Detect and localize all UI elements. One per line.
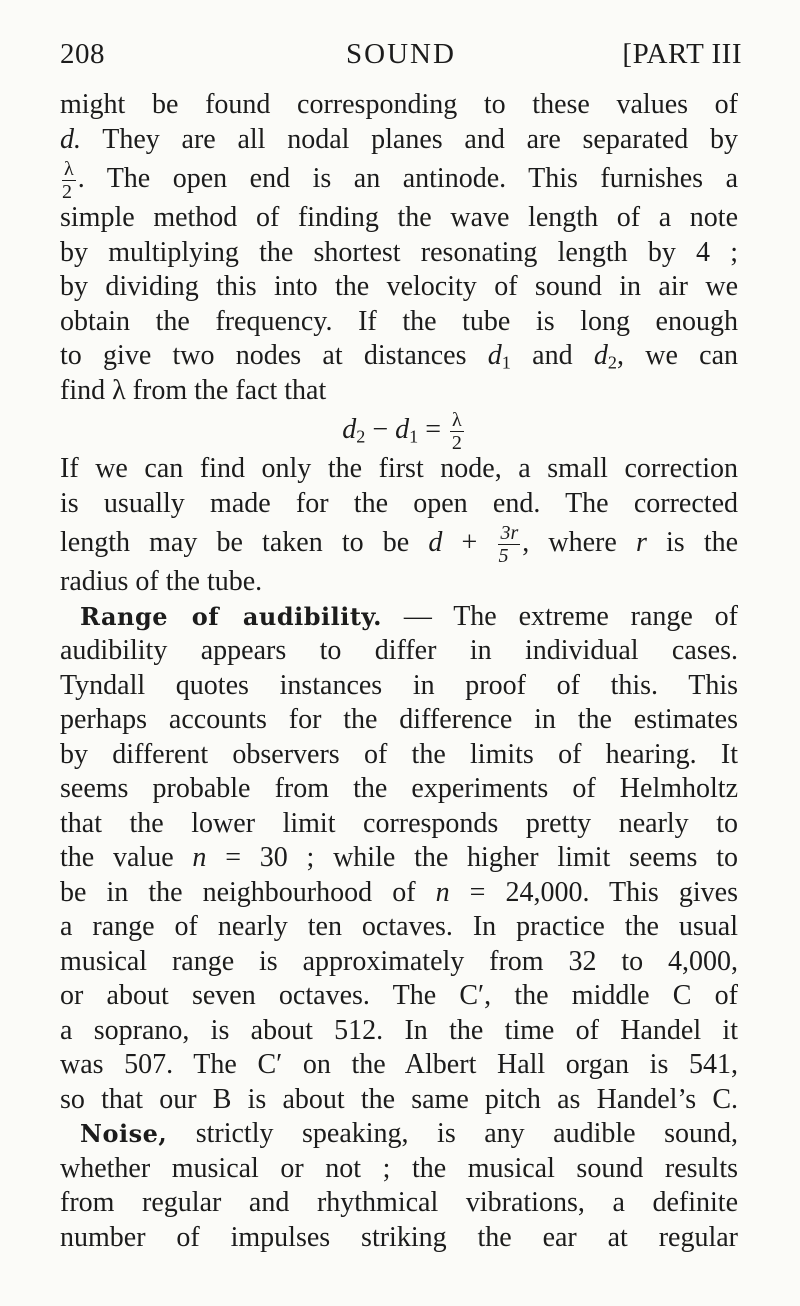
text-line: Tyndall quotes instances in proof of this. This <box>60 669 738 701</box>
text-line: radius of the tube. <box>60 566 263 597</box>
text-line: so that our B is about the same pitch as Handel’s C. <box>60 1083 738 1115</box>
text-line: number of impulses striking the ear at regular <box>60 1221 738 1253</box>
text-line: length may be taken to be d + $\frac{3r}{5}$ , where r is the <box>60 522 739 568</box>
running-title: SOUND <box>346 38 456 70</box>
text-line: audibility appears to differ in individual cases. <box>60 635 738 666</box>
text-line: from regular and rhythmical vibrations, a definite <box>60 1187 738 1218</box>
text-line: the value n = 30 ; while the higher limit seems to <box>60 842 739 873</box>
text-line: $\frac{\lambda}{2}$ . The open end is an antinode. This furnishes a <box>62 158 738 204</box>
fraction-lambda-over-2: $\frac{\lambda}{2}$ <box>451 409 462 455</box>
text-line: whether musical or not ; the musical sound results <box>60 1152 738 1184</box>
page-header <box>60 38 742 78</box>
text-line: be in the neighbourhood of n = 24,000. This gives <box>60 876 738 908</box>
text-line: might be found corresponding to these values of <box>60 89 738 120</box>
equation: $d_2 - d_1$ = $\frac{\lambda}{2}$ <box>342 409 462 455</box>
text-line: by different observers of the limits of hearing. It <box>60 738 738 770</box>
text-line: a range of nearly ten octaves. In practice the usual <box>60 911 738 942</box>
text-line: that the lower limit corresponds pretty nearly to <box>60 807 738 839</box>
text-line: Range of audibility. — The extreme range of <box>80 600 738 632</box>
text-line: simple method of finding the wave length of a note <box>60 202 738 233</box>
section-heading: Noise, <box>80 1119 168 1148</box>
page-body <box>60 88 738 1255</box>
text-line: by dividing this into the velocity of sound in air we <box>60 271 738 302</box>
text-line: find λ from the fact that <box>60 374 327 406</box>
fraction-lambda-over-2: $\frac{\lambda}{2}$ <box>62 158 74 204</box>
variable: d. <box>60 123 81 155</box>
fraction-3r-over-5: $\frac{3r}{5}$ <box>498 522 519 568</box>
text-line: d. They are all nodal planes and are separated by <box>60 123 738 155</box>
text-line: a soprano, is about 512. In the time of Handel it <box>60 1014 738 1046</box>
text-line: perhaps accounts for the difference in the estimates <box>60 704 738 735</box>
text-line: musical range is approximately from 32 to 4,000, <box>60 945 738 977</box>
text-line: If we can find only the first node, a small correction <box>60 453 738 484</box>
text-line: to give two nodes at distances $d_1$ and $d_2$, we can <box>60 340 738 373</box>
page-number: 208 <box>60 38 105 70</box>
text-line: was 507. The C′ on the Albert Hall organ is 541, <box>60 1049 738 1080</box>
text-line: obtain the frequency. If the tube is long enough <box>60 305 738 337</box>
section-heading: Range of audibility. <box>80 601 382 631</box>
text-line: or about seven octaves. The C′, the middle C of <box>60 980 738 1011</box>
text-line: is usually made for the open end. The corrected <box>60 487 738 519</box>
text-line: Noise, strictly speaking, is any audible sound, <box>80 1118 738 1149</box>
part-label: [PART III <box>622 38 742 70</box>
text-line: seems probable from the experiments of Helmholtz <box>60 773 738 804</box>
text-line: by multiplying the shortest resonating length by 4 ; <box>60 236 738 268</box>
